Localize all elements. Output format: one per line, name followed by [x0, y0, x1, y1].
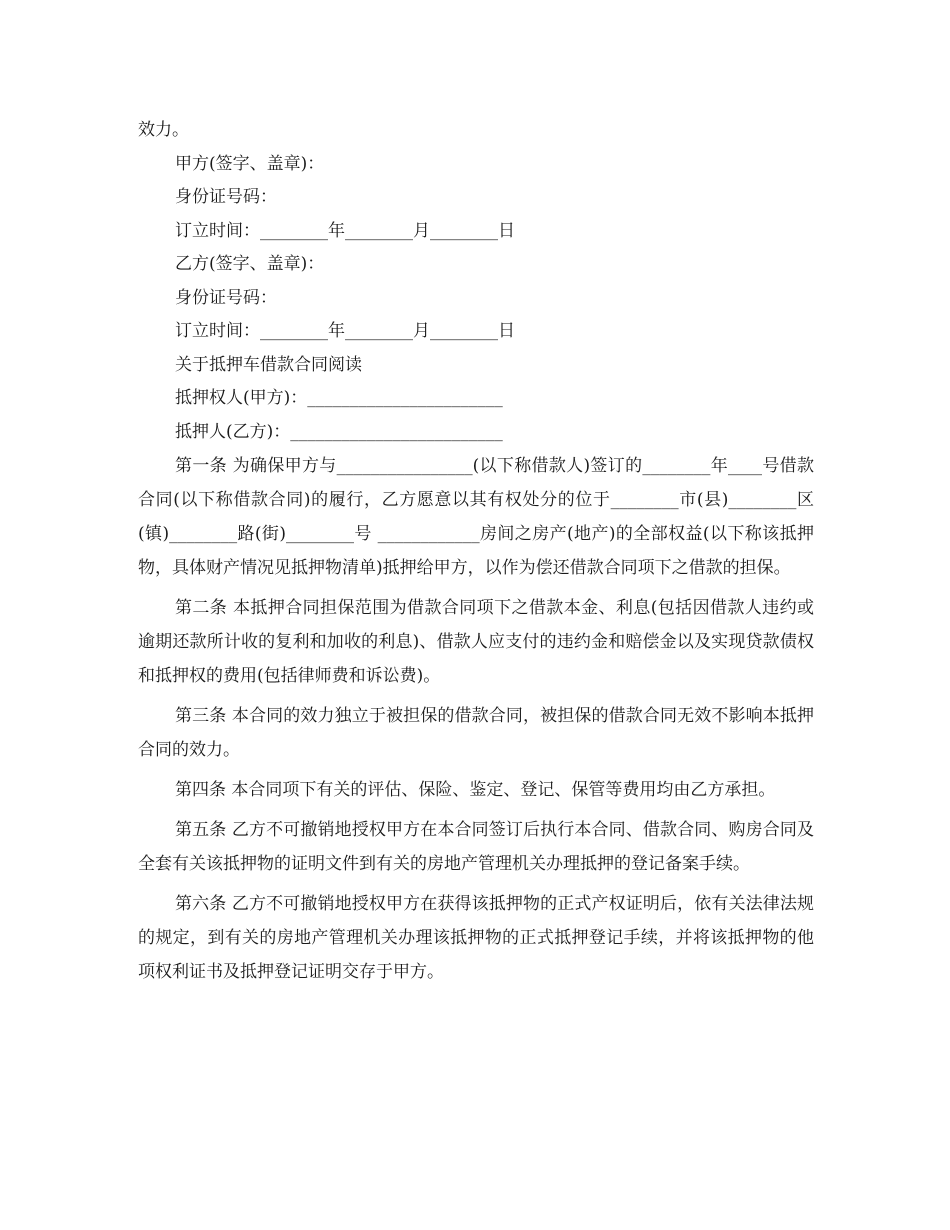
text-line-effect: 效力。 [138, 120, 189, 140]
mortgagee-line: 抵押权人(甲方)：_______________________ [175, 388, 503, 408]
party-b-date-line: 订立时间：________年________月________日 [175, 321, 515, 341]
party-a-id-line: 身份证号码： [175, 187, 277, 207]
party-b-id-line: 身份证号码： [175, 287, 277, 308]
party-b-signature-line: 乙方(签字、盖章)： [175, 254, 325, 274]
article-2: 第二条 本抵押合同担保范围为借款合同项下之借款本金、利息(包括因借款人违约或逾期还款所计收的复利和加收的利息)、借款人应支付的违约金和赔偿金以及实现贷款债权和抵押权的费用(包括律师费和诉讼费)。 [138, 598, 814, 686]
article-1: 第一条 为确保甲方与________________(以下称借款人)签订的________年____号借款合同(以下称借款合同)的履行，乙方愿意以其有权处分的位于________市(县)________区(镇)________路(街)________号 ____________房间之房产(地产)的全部权益(以下称该抵押物，具体财产情况见抵押物清单)抵押给甲方，以作为偿还借款合同项下之借款的担保。 [138, 456, 814, 578]
party-a-date-line: 订立时间：________年________月________日 [175, 220, 515, 241]
article-4: 第四条 本合同项下有关的评估、保险、鉴定、登记、保管等费用均由乙方承担。 [175, 780, 776, 800]
article-5: 第五条 乙方不可撤销地授权甲方在本合同签订后执行本合同、借款合同、购房合同及全套有关该抵押物的证明文件到有关的房地产管理机关办理抵押的登记备案手续。 [138, 820, 814, 874]
article-3: 第三条 本合同的效力独立于被担保的借款合同，被担保的借款合同无效不影响本抵押合同的效力。 [138, 706, 814, 760]
document-body [138, 114, 814, 989]
section-title: 关于抵押车借款合同阅读 [175, 354, 362, 375]
party-a-signature-line: 甲方(签字、盖章)： [175, 153, 325, 174]
article-6: 第六条 乙方不可撤销地授权甲方在获得该抵押物的正式产权证明后，依有关法律法规的规定，到有关的房地产管理机关办理该抵押物的正式抵押登记手续，并将该抵押物的他项权利证书及抵押登记证明交存于甲方。 [138, 894, 814, 982]
mortgagor-line: 抵押人(乙方)：_________________________ [175, 421, 503, 442]
